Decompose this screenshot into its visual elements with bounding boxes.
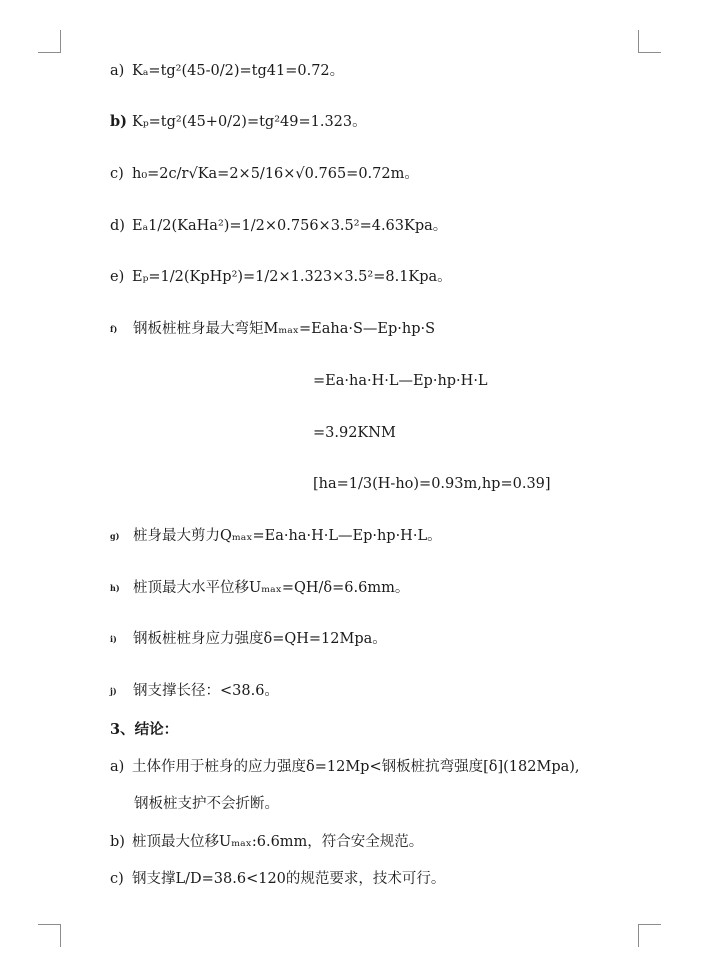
formula-text: 桩顶最大水平位移Uₘₐₓ=QH/δ=6.6mm。 (133, 580, 410, 596)
conclusion-item-a-continued: 钢板桩支护不会折断。 (134, 796, 279, 812)
formula-text: 钢板桩桩身最大弯矩Mₘₐₓ=Eaha·S—Ep·hp·S (133, 321, 436, 337)
formula-text: 钢支撑长径：<38.6。 (133, 683, 279, 699)
formula-line-e (110, 267, 452, 287)
list-label: e) (110, 269, 125, 285)
formula-text: [ha=1/3(H-ho)=0.93m,hp=0.39] (313, 476, 551, 492)
list-label: a) (110, 759, 125, 775)
conclusion-item-c (110, 869, 445, 889)
formula-line-j (110, 681, 279, 701)
list-label: c) (110, 166, 124, 182)
formula-line-f-note (313, 474, 551, 494)
conclusion-text: 土体作用于桩身的应力强度δ=12Mp<钢板桩抗弯强度[δ](182Mpa), (132, 759, 580, 775)
conclusion-item-b (110, 832, 423, 852)
formula-text: =Ea·ha·H·L—Ep·hp·H·L (313, 373, 488, 389)
formula-text: 桩身最大剪力Qₘₐₓ=Ea·ha·H·L—Ep·hp·H·L。 (133, 528, 442, 544)
list-marker: j) (110, 686, 117, 696)
list-label: c) (110, 871, 124, 887)
conclusion-heading: 3、结论： (110, 721, 179, 738)
corner-mark-top-left (38, 30, 61, 53)
list-label: b) (110, 834, 125, 850)
formula-line-d (110, 216, 447, 236)
corner-mark-bottom-left (38, 924, 61, 947)
corner-mark-top-right (638, 30, 661, 53)
formula-text: =3.92KNM (313, 425, 396, 441)
formula-line-g (110, 526, 442, 546)
formula-text: Kₐ=tg²(45-0/2)=tg41=0.72。 (132, 63, 345, 79)
list-marker: i) (110, 634, 117, 644)
list-label: b) (110, 113, 127, 130)
list-marker: f) (110, 324, 118, 334)
formula-text: 钢板桩桩身应力强度δ=QH=12Mpa。 (133, 631, 387, 647)
list-label: d) (110, 218, 125, 234)
formula-text: Eₐ1/2(KaHa²)=1/2×0.756×3.5²=4.63Kpa。 (132, 218, 448, 234)
list-marker: h) (110, 583, 120, 593)
formula-text: Eₚ=1/2(KpHp²)=1/2×1.323×3.5²=8.1Kpa。 (132, 269, 452, 285)
conclusion-text: 桩顶最大位移Uₘₐₓ:6.6mm，符合安全规范。 (132, 834, 424, 850)
formula-text: h₀=2c/r√Ka=2×5/16×√0.765=0.72m。 (132, 166, 419, 182)
formula-line-b (110, 112, 367, 132)
formula-line-a (110, 61, 344, 81)
list-label: a) (110, 63, 125, 79)
formula-line-f-continued (313, 371, 488, 391)
formula-line-i (110, 629, 387, 649)
conclusion-item-a (110, 757, 580, 777)
formula-line-c (110, 164, 419, 184)
corner-mark-bottom-right (638, 924, 661, 947)
formula-line-f-result (313, 423, 396, 443)
formula-line-f (110, 319, 435, 339)
formula-line-h (110, 578, 409, 598)
conclusion-text: 钢支撑L/D=38.6<120的规范要求，技术可行。 (132, 871, 446, 887)
formula-text: Kₚ=tg²(45+0/2)=tg²49=1.323。 (132, 114, 367, 130)
list-marker: g) (110, 531, 120, 541)
